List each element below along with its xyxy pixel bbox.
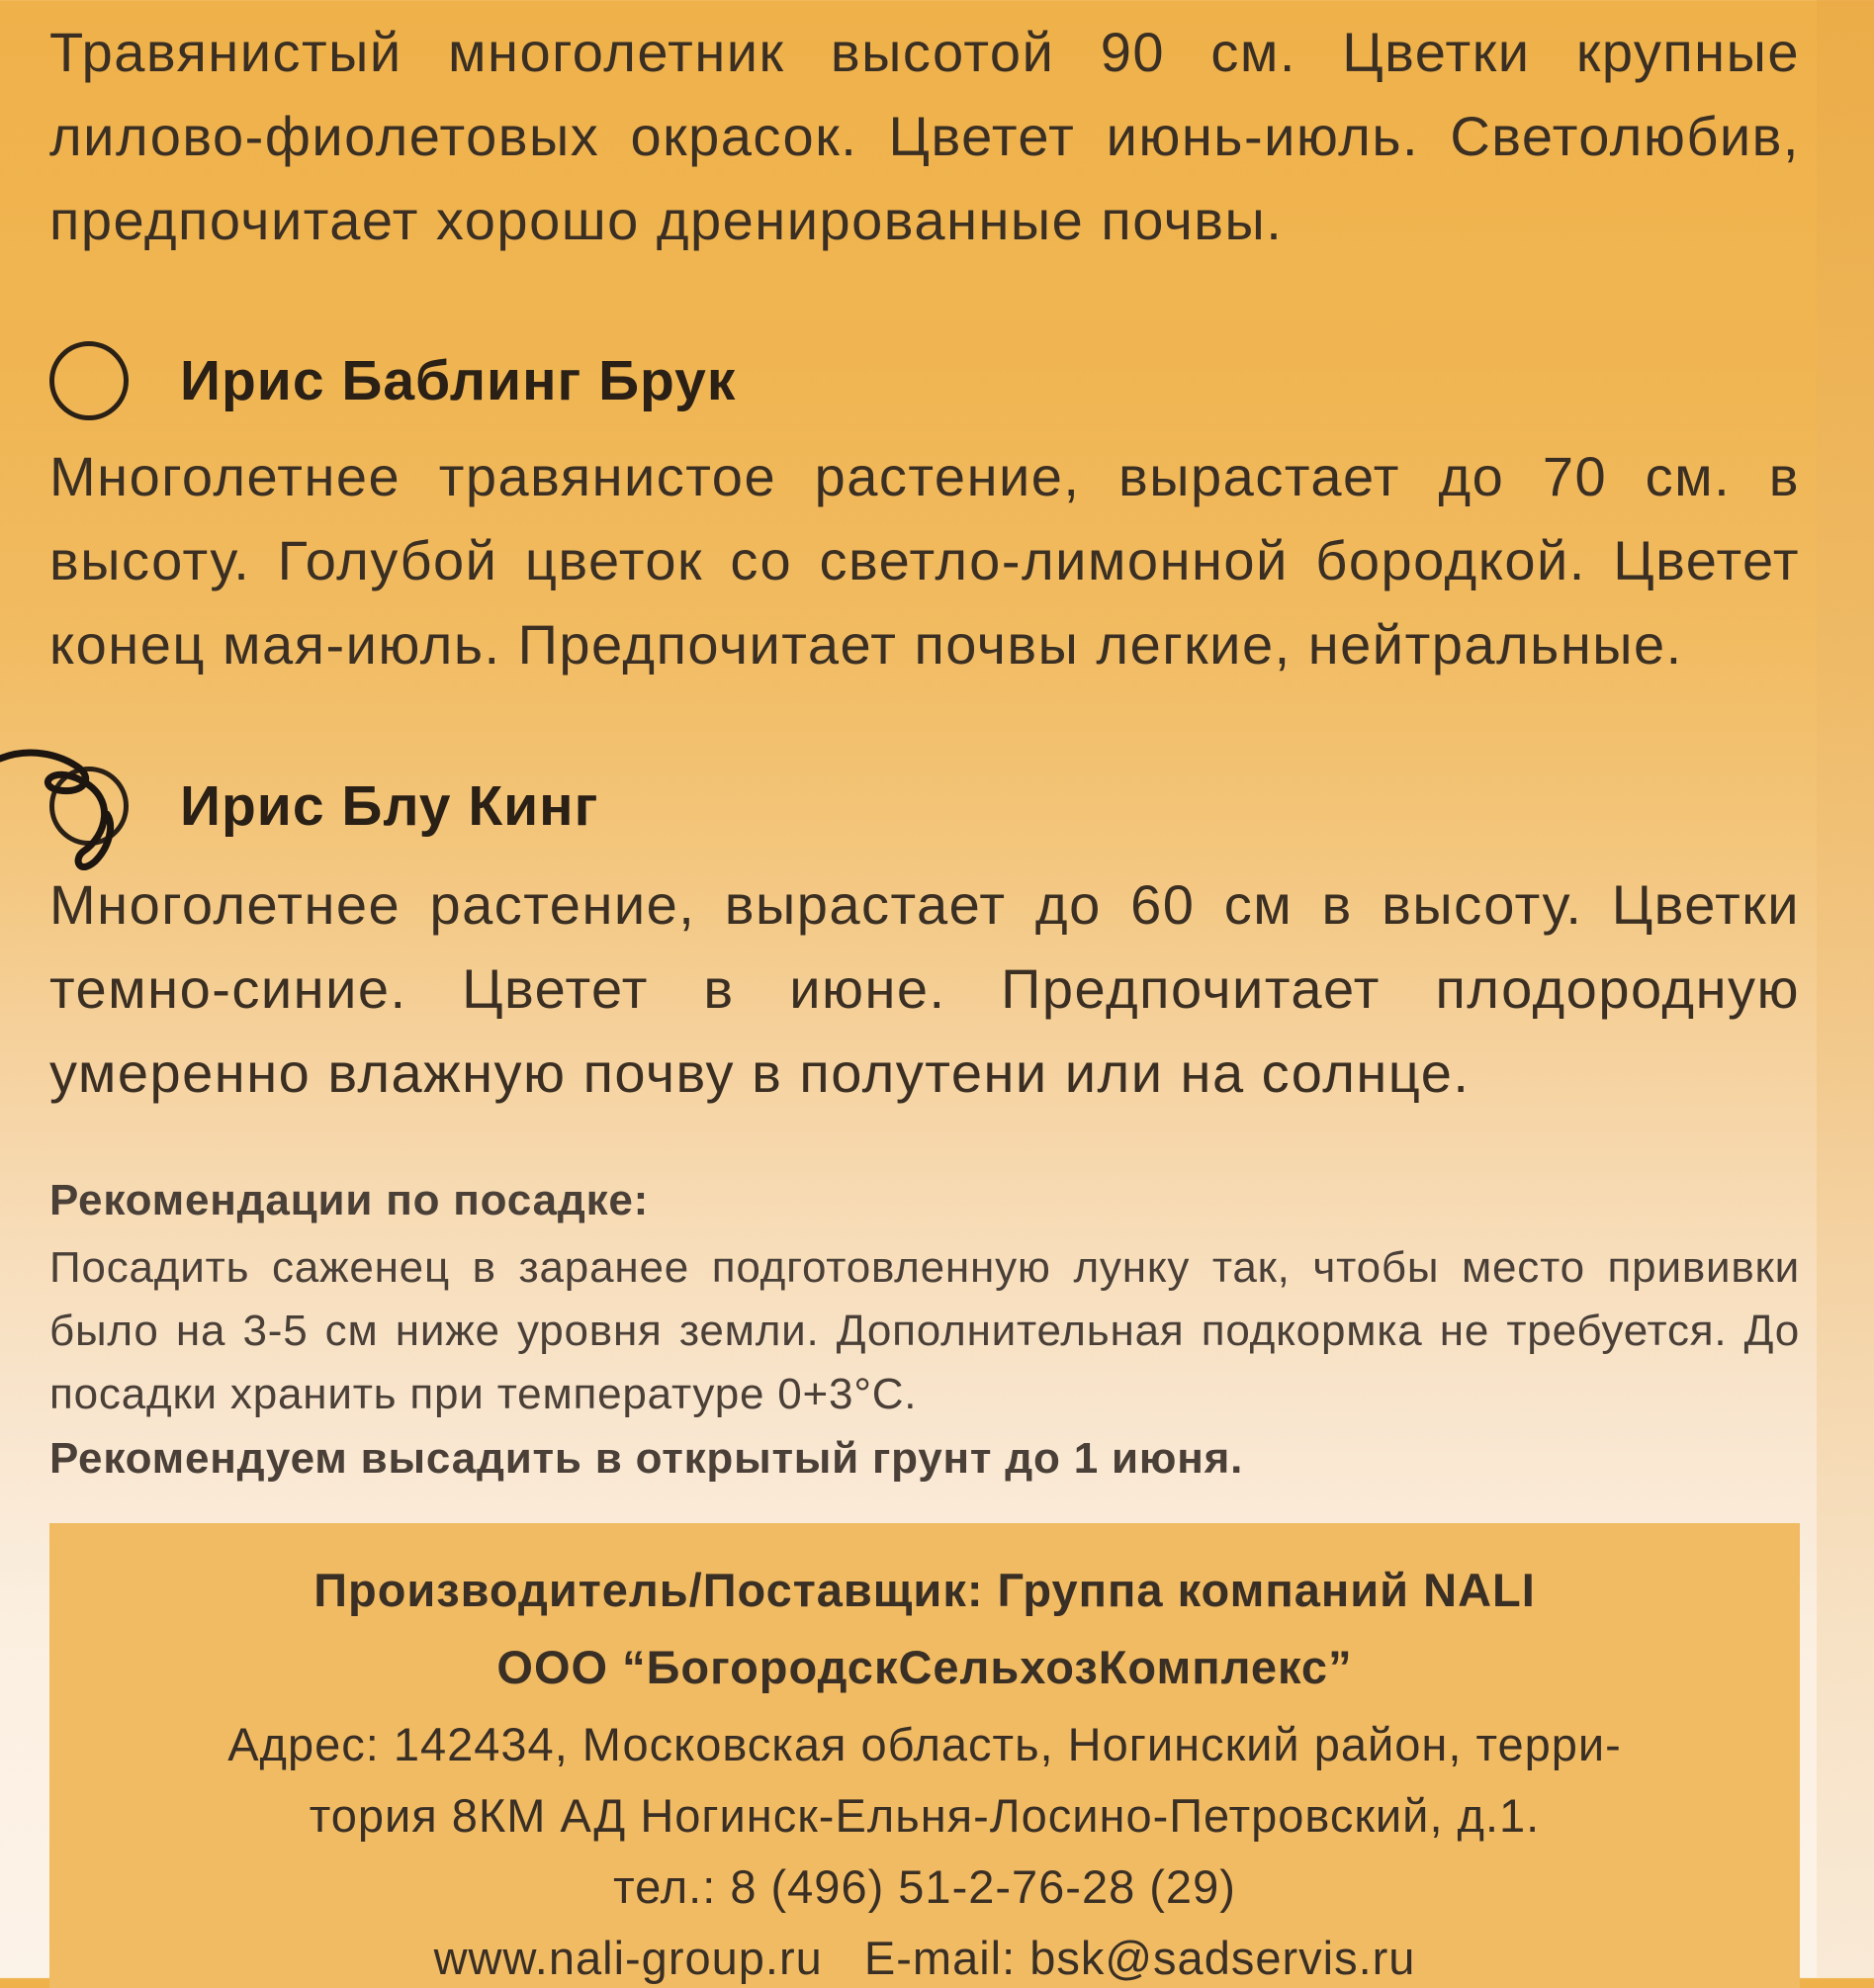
company-name: ООО “БогородскСельхозКомплекс” [496,1641,1353,1693]
variety-description: Многолетнее травянистое растение, вырастает до 70 см. в высоту. Голубой цветок со светло-лимонной бородкой. Цветет конец мая-июль. Предпочитает почвы легкие, нейтральные. [49,445,1800,676]
planting-recommendations-text: Посадить саженец в заранее подготовленную лунку так, чтобы место прививки было на 3-5 см ниже уровня земли. Дополнительная подкормка не требуется. До посадки хранить при температуре 0+3°С. [49,1243,1800,1418]
web-email-line: www.nali-group.ru E-mail: bsk@sadservis.ru [433,1932,1416,1984]
package-edge-strip [1817,0,1874,1978]
planting-recommendations-title: Рекомендации по посадке: [49,1176,650,1224]
intro-description: Травянистый многолетник высотой 90 см. Цветки крупные лилово-фиолетовых окрасок. Цветет июнь-июль. Светолюбив, предпочитает хорошо дренированные почвы. [49,21,1800,251]
planting-deadline-note: Рекомендуем высадить в открытый грунт до 1 июня. [49,1434,1244,1483]
variety-description: Многолетнее растение, вырастает до 60 см в высоту. Цветки темно-синие. Цветет в июне. Предпочитает плодородную умеренно влажную почву в полутени или на солнце. [49,873,1800,1104]
phone-line: тел.: 8 (496) 51-2-76-28 (29) [613,1860,1236,1913]
address-line: тория 8КМ АД Ногинск-Ельня-Лосино-Петровский, д.1. [309,1789,1541,1842]
variety-name: Ирис Блу Кинг [180,774,599,838]
manufacturer-line: Производитель/Поставщик: Группа компаний NALI [313,1564,1536,1616]
variety-heading-babbling-brook [49,336,736,425]
variety-name: Ирис Баблинг Брук [180,349,737,412]
checkbox-circle-icon [49,341,129,420]
address-line: Адрес: 142434, Московская область, Ногинский район, терри- [227,1718,1622,1770]
manufacturer-info-box [49,1523,1800,1988]
